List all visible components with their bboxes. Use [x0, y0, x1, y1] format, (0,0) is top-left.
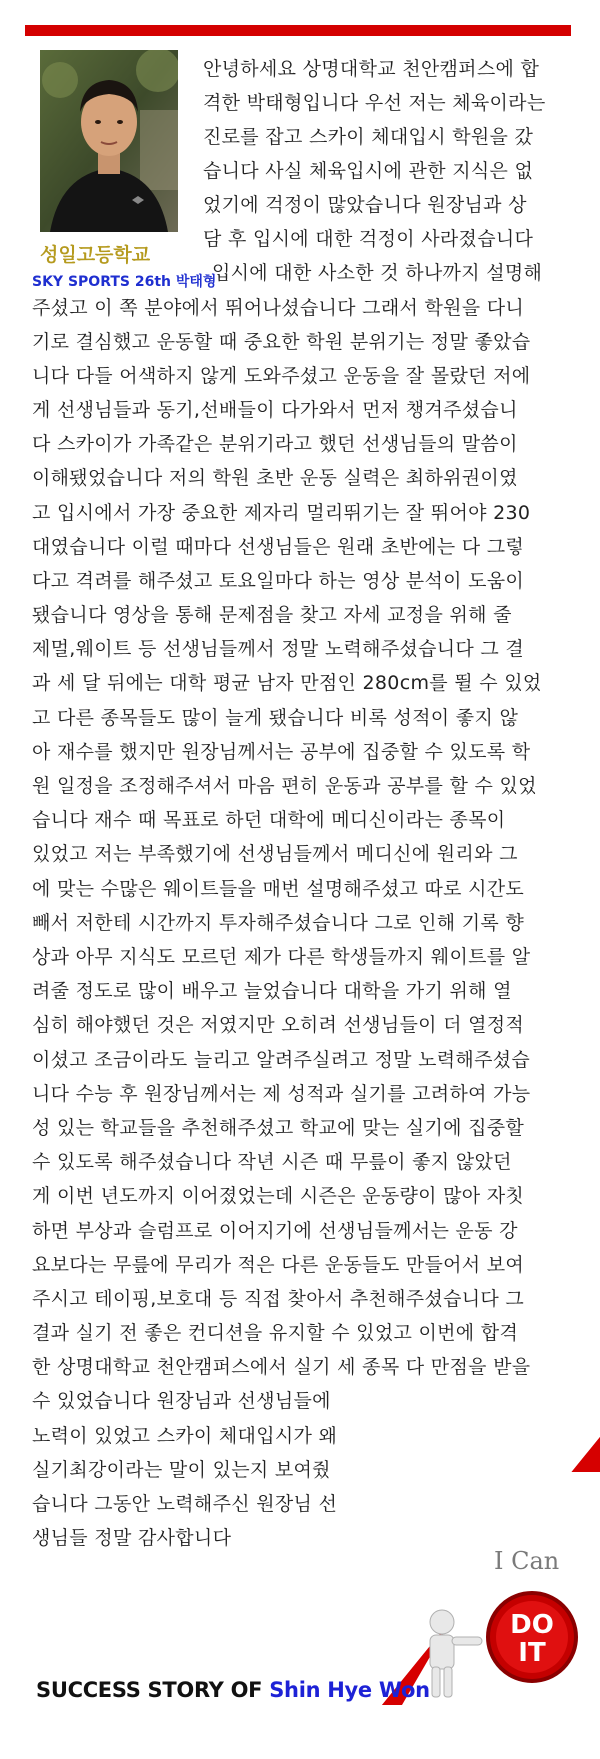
text-line: 이해됐었습니다 저의 학원 초반 운동 실력은 최하위권이였 [32, 467, 518, 489]
text-line: 결과 실기 전 좋은 컨디션을 유지할 수 있었고 이번에 합격 [32, 1322, 519, 1344]
text-line: 습니다 재수 때 목표로 하던 대학에 메디신이라는 종목이 [32, 809, 506, 831]
text-line: 제멀,웨이트 등 선생님들께서 정말 노력해주셨습니다 그 결 [32, 638, 525, 660]
text-line: 수 있도록 해주셨습니다 작년 시즌 때 무릎이 좋지 않았던 [32, 1151, 512, 1173]
text-line: 습니다 그동안 노력해주신 원장님 선 [32, 1493, 338, 1515]
text-line: 대였습니다 이럴 때마다 선생님들은 원래 초반에는 다 그렇 [32, 536, 525, 558]
text-line: 요보다는 무릎에 무리가 적은 다른 운동들도 만들어서 보여 [32, 1254, 525, 1276]
footer-prefix: SUCCESS STORY OF [36, 1678, 270, 1702]
i-can-text: I Can [494, 1547, 560, 1575]
text-line: 었기에 걱정이 많았습니다 원장님과 상 [203, 194, 527, 216]
text-line: 아 재수를 했지만 원장님께서는 공부에 집중할 수 있도록 학 [32, 741, 531, 763]
text-line: 고 입시에서 가장 중요한 제자리 멀리뛰기는 잘 뛰어야 230 [32, 502, 531, 524]
top-red-bar [25, 25, 571, 36]
text-line: 고 다른 종목들도 많이 늘게 됐습니다 비록 성적이 좋지 않 [32, 707, 519, 729]
text-line: 하면 부상과 슬럼프로 이어지기에 선생님들께서는 운동 강 [32, 1220, 518, 1242]
text-line: 한 상명대학교 천안캠퍼스에서 실기 세 종목 다 만점을 받을 [32, 1356, 531, 1378]
text-line: 게 선생님들과 동기,선배들이 다가와서 먼저 챙겨주셨습니 [32, 399, 518, 421]
text-line: 다고 격려를 해주셨고 토요일마다 하는 영상 분석이 도움이 [32, 570, 525, 592]
text-line: 주셨고 이 쪽 분야에서 뛰어나셨습니다 그래서 학원을 다니 [32, 297, 525, 319]
text-line: 실기최강이라는 말이 있는지 보여줬 [32, 1459, 331, 1481]
footer-name: Shin Hye Won [269, 1678, 430, 1702]
text-line: 격한 박태형입니다 우선 저는 체육이라는 [203, 92, 546, 114]
text-line: 안녕하세요 상명대학교 천안캠퍼스에 합 [203, 58, 540, 80]
text-line: 게 이번 년도까지 이어졌었는데 시즌은 운동량이 많아 자칫 [32, 1185, 525, 1207]
text-line: 과 세 달 뒤에는 대학 평균 남자 만점인 280cm를 뛸 수 있었 [32, 672, 542, 694]
text-line: 빼서 저한테 시간까지 투자해주셨습니다 그로 인해 기록 향 [32, 912, 525, 934]
photo-caption: SKY SPORTS 26th 박태형 [32, 274, 217, 290]
text-line: 성 있는 학교들을 추천해주셨고 학교에 맞는 실기에 집중할 [32, 1117, 525, 1139]
footer-title [36, 1678, 430, 1702]
text-line: 기로 결심했고 운동할 때 중요한 학원 분위기는 정말 좋았습 [32, 331, 531, 353]
it-text: IT [518, 1638, 546, 1668]
school-name: 성일고등학교 [40, 244, 151, 266]
text-line: 이셨고 조금이라도 늘리고 알려주실려고 정말 노력해주셨습 [32, 1049, 531, 1071]
text-line: 니다 다들 어색하지 않게 도와주셨고 운동을 잘 몰랐던 저에 [32, 365, 531, 387]
text-line: 다 스카이가 가족같은 분위기라고 했던 선생님들의 말씀이 [32, 433, 518, 455]
text-line: 진로를 잡고 스카이 체대입시 학원을 갔 [203, 126, 534, 148]
do-text: DO [510, 1610, 554, 1640]
text-line: 담 후 입시에 대한 걱정이 사라졌습니다 [203, 228, 534, 250]
student-photo [40, 50, 178, 232]
text-line: 니다 수능 후 원장님께서는 제 성적과 실기를 고려하여 가능 [32, 1083, 531, 1105]
text-line: 됐습니다 영상을 통해 문제점을 찾고 자세 교정을 위해 줄 [32, 604, 512, 626]
text-line: 원 일정을 조정해주셔서 마음 편히 운동과 공부를 할 수 있었 [32, 775, 537, 797]
text-line: 습니다 사실 체육입시에 관한 지식은 없 [203, 160, 534, 182]
text-line: 생님들 정말 감사합니다 [32, 1527, 232, 1549]
text-line: 주시고 테이핑,보호대 등 직접 찾아서 추천해주셨습니다 그 [32, 1288, 525, 1310]
text-line: 노력이 있었고 스카이 체대입시가 왜 [32, 1425, 338, 1447]
text-line: 심히 해야했던 것은 저였지만 오히려 선생님들이 더 열정적 [32, 1014, 525, 1036]
text-line: 에 맞는 수많은 웨이트들을 매번 설명해주셨고 따로 시간도 [32, 878, 525, 900]
text-line: 상과 아무 지식도 모르던 제가 다른 학생들까지 웨이트를 알 [32, 946, 531, 968]
text-line: 입시에 대한 사소한 것 하나까지 설명해 [212, 262, 543, 284]
text-line: 수 있었습니다 원장님과 선생님들에 [32, 1390, 331, 1412]
text-line: 있었고 저는 부족했기에 선생님들께서 메디신에 원리와 그 [32, 843, 518, 865]
i-can-do-it-badge [382, 1437, 600, 1705]
text-line: 려줄 정도로 많이 배우고 늘었습니다 대학을 가기 위해 열 [32, 980, 512, 1002]
